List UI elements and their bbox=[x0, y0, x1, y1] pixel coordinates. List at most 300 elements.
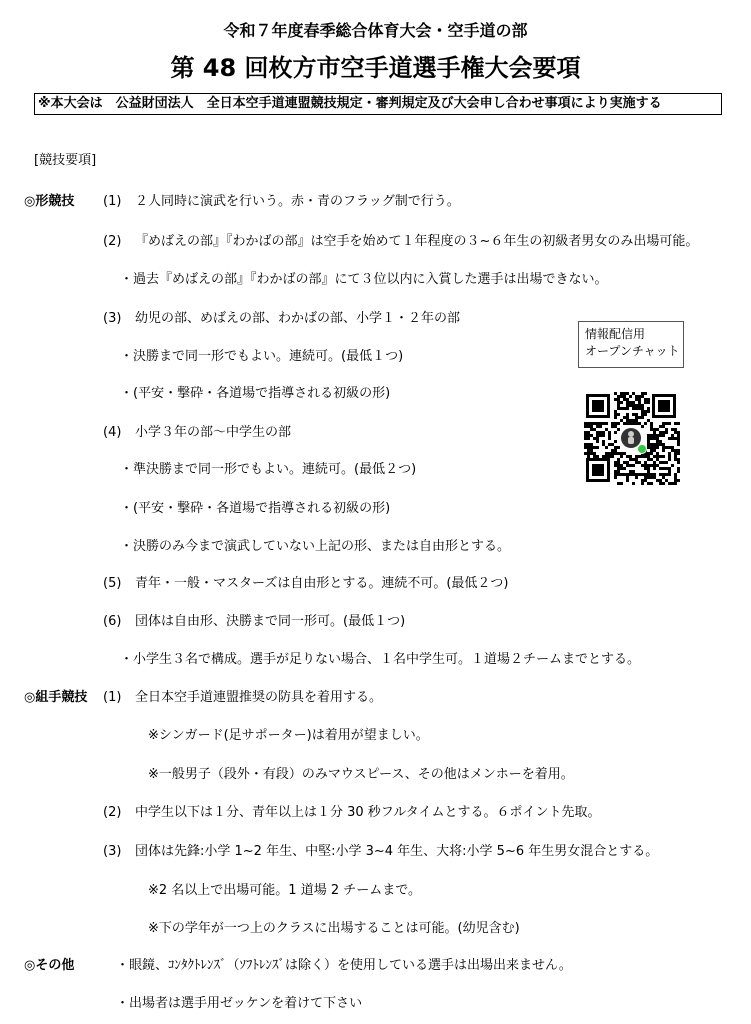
qr-module bbox=[638, 461, 641, 464]
qr-module bbox=[632, 392, 635, 395]
qr-module bbox=[635, 407, 638, 410]
qr-module bbox=[653, 428, 656, 431]
qr-module bbox=[674, 458, 677, 461]
qr-module bbox=[647, 476, 650, 479]
qr-module bbox=[596, 437, 599, 440]
qr-module bbox=[614, 392, 617, 395]
qr-module bbox=[677, 467, 680, 470]
qr-module bbox=[602, 422, 605, 425]
qr-module bbox=[656, 437, 659, 440]
qr-module bbox=[605, 455, 608, 458]
qr-module bbox=[635, 461, 638, 464]
qr-module bbox=[593, 455, 596, 458]
qr-module bbox=[632, 473, 635, 476]
qr-module bbox=[641, 425, 644, 428]
qr-module bbox=[611, 455, 614, 458]
qr-module bbox=[653, 476, 656, 479]
qr-module bbox=[662, 467, 665, 470]
qr-module bbox=[617, 395, 620, 398]
qr-module bbox=[644, 422, 647, 425]
qr-module bbox=[665, 479, 668, 482]
qr-module bbox=[668, 473, 671, 476]
qr-module bbox=[644, 464, 647, 467]
qr-module bbox=[632, 413, 635, 416]
qr-module bbox=[614, 398, 617, 401]
qr-module bbox=[647, 446, 650, 449]
qr-module bbox=[665, 446, 668, 449]
qr-module bbox=[635, 476, 638, 479]
qr-module bbox=[599, 425, 602, 428]
qr-module bbox=[617, 404, 620, 407]
qr-module bbox=[614, 440, 617, 443]
qr-module bbox=[650, 422, 653, 425]
qr-module bbox=[584, 425, 587, 428]
qr-module bbox=[617, 401, 620, 404]
qr-module bbox=[674, 473, 677, 476]
qr-module bbox=[608, 452, 611, 455]
qr-module bbox=[647, 473, 650, 476]
qr-module bbox=[641, 416, 644, 419]
qr-module bbox=[593, 446, 596, 449]
qr-module bbox=[632, 458, 635, 461]
qr-module bbox=[668, 452, 671, 455]
qr-module bbox=[593, 428, 596, 431]
qr-module bbox=[647, 410, 650, 413]
qr-module bbox=[668, 458, 671, 461]
qr-module bbox=[665, 428, 668, 431]
qr-module bbox=[668, 446, 671, 449]
qr-module bbox=[605, 422, 608, 425]
qr-module bbox=[650, 443, 653, 446]
qr-module bbox=[677, 437, 680, 440]
qr-module bbox=[617, 461, 620, 464]
qr-module bbox=[629, 464, 632, 467]
qr-module bbox=[587, 446, 590, 449]
qr-module bbox=[647, 443, 650, 446]
qr-module bbox=[623, 473, 626, 476]
qr-module bbox=[656, 446, 659, 449]
qr-module bbox=[587, 455, 590, 458]
qr-module bbox=[584, 443, 587, 446]
qr-module bbox=[596, 440, 599, 443]
other-label: ◎その他 bbox=[24, 958, 75, 973]
qr-module bbox=[650, 452, 653, 455]
qr-module bbox=[656, 452, 659, 455]
qr-module bbox=[659, 482, 662, 485]
qr-module bbox=[650, 449, 653, 452]
qr-module bbox=[587, 422, 590, 425]
qr-module bbox=[629, 404, 632, 407]
qr-module bbox=[659, 440, 662, 443]
qr-module bbox=[626, 419, 629, 422]
qr-module bbox=[635, 419, 638, 422]
qr-module bbox=[635, 413, 638, 416]
qr-module bbox=[620, 455, 623, 458]
qr-module bbox=[647, 419, 650, 422]
qr-module bbox=[614, 473, 617, 476]
qr-module bbox=[611, 425, 614, 428]
page-subtitle: 令和７年度春季総合体育大会・空手道の部 bbox=[223, 21, 528, 40]
qr-module bbox=[584, 434, 587, 437]
qr-module bbox=[677, 422, 680, 425]
qr-module bbox=[593, 452, 596, 455]
qr-module bbox=[587, 449, 590, 452]
qr-module bbox=[656, 464, 659, 467]
qr-module bbox=[674, 449, 677, 452]
qr-module bbox=[608, 443, 611, 446]
qr-module bbox=[638, 395, 641, 398]
qr-module bbox=[617, 458, 620, 461]
qr-module bbox=[611, 452, 614, 455]
kata-item-text: 小学３年の部～中学生の部 bbox=[135, 425, 292, 440]
qr-module bbox=[596, 425, 599, 428]
qr-module bbox=[617, 470, 620, 473]
qr-module bbox=[641, 413, 644, 416]
qr-module bbox=[644, 476, 647, 479]
qr-module bbox=[584, 422, 587, 425]
kumite-item-text: 全日本空手道連盟推奨の防具を着用する。 bbox=[135, 690, 383, 705]
qr-module bbox=[587, 434, 590, 437]
qr-module bbox=[590, 434, 593, 437]
qr-module bbox=[617, 464, 620, 467]
kumite-item-text: 中学生以下は１分、青年以上は１分 30 秒フルタイムとする。６ポイント先取。 bbox=[135, 805, 601, 820]
qr-code-icon[interactable] bbox=[578, 386, 684, 490]
qr-module bbox=[644, 392, 647, 395]
qr-module bbox=[608, 437, 611, 440]
qr-module bbox=[614, 470, 617, 473]
qr-module bbox=[602, 431, 605, 434]
kumite-item-note: ※下の学年が一つ上のクラスに出場することは可能。(幼児含む) bbox=[148, 921, 520, 936]
qr-module bbox=[668, 470, 671, 473]
qr-module bbox=[677, 479, 680, 482]
qr-module bbox=[659, 461, 662, 464]
qr-module bbox=[653, 437, 656, 440]
rules-notice: ※本大会は 公益財団法人 全日本空手道連盟競技規定・審判規定及び大会申し合わせ事項により実施する bbox=[34, 93, 722, 115]
qr-module bbox=[644, 467, 647, 470]
qr-module bbox=[674, 431, 677, 434]
qr-module bbox=[647, 464, 650, 467]
qr-module bbox=[608, 434, 611, 437]
qr-module bbox=[650, 428, 653, 431]
qr-module bbox=[587, 452, 590, 455]
kata-item-text: 青年・一般・マスターズは自由形とする。連続不可。(最低２つ) bbox=[135, 576, 509, 591]
qr-module bbox=[584, 446, 587, 449]
qr-module bbox=[671, 434, 674, 437]
qr-module bbox=[620, 395, 623, 398]
kumite-label: ◎組手競技 bbox=[24, 690, 88, 705]
qr-module bbox=[623, 392, 626, 395]
qr-module bbox=[671, 464, 674, 467]
qr-module bbox=[653, 434, 656, 437]
qr-module bbox=[674, 422, 677, 425]
qr-module bbox=[659, 455, 662, 458]
qr-module bbox=[644, 410, 647, 413]
qr-module bbox=[626, 422, 629, 425]
qr-module bbox=[602, 455, 605, 458]
qr-module bbox=[674, 428, 677, 431]
qr-module bbox=[671, 437, 674, 440]
qr-module bbox=[611, 422, 614, 425]
kumite-item-number: (2) bbox=[103, 805, 122, 820]
qr-module bbox=[677, 458, 680, 461]
qr-module bbox=[650, 458, 653, 461]
qr-module bbox=[626, 398, 629, 401]
qr-module bbox=[584, 431, 587, 434]
qr-module bbox=[590, 449, 593, 452]
qr-module bbox=[641, 404, 644, 407]
qr-module bbox=[647, 482, 650, 485]
qr-module bbox=[599, 434, 602, 437]
page-title: 第 48 回枚方市空手道選手権大会要項 bbox=[170, 54, 581, 82]
qr-module bbox=[635, 473, 638, 476]
kata-item-number: (2) bbox=[103, 234, 122, 249]
qr-module bbox=[659, 425, 662, 428]
qr-module bbox=[620, 419, 623, 422]
qr-module bbox=[647, 455, 650, 458]
qr-module bbox=[626, 401, 629, 404]
qr-module bbox=[653, 431, 656, 434]
qr-module bbox=[644, 479, 647, 482]
qr-module bbox=[623, 407, 626, 410]
qr-module bbox=[656, 479, 659, 482]
kata-item-note: ・過去『めばえの部』『わかばの部』にて３位以内に入賞した選手は出場できない。 bbox=[120, 272, 608, 287]
qr-module bbox=[617, 407, 620, 410]
qr-module bbox=[662, 473, 665, 476]
qr-module bbox=[608, 431, 611, 434]
qr-module bbox=[653, 461, 656, 464]
qr-module bbox=[656, 455, 659, 458]
qr-module bbox=[647, 398, 650, 401]
qr-module bbox=[647, 407, 650, 410]
qr-module bbox=[635, 404, 638, 407]
qr-module bbox=[599, 431, 602, 434]
qr-module bbox=[641, 410, 644, 413]
qr-module bbox=[677, 461, 680, 464]
kata-item-number: (4) bbox=[103, 425, 122, 440]
qr-module bbox=[665, 461, 668, 464]
qr-module bbox=[662, 434, 665, 437]
qr-module bbox=[641, 407, 644, 410]
qr-module bbox=[629, 458, 632, 461]
qr-module bbox=[662, 461, 665, 464]
qr-module bbox=[638, 404, 641, 407]
kata-item-note: ・小学生３名で構成。選手が足りない場合、１名中学生可。１道場２チームまでとする。 bbox=[120, 652, 641, 667]
qr-module bbox=[620, 452, 623, 455]
kumite-item-note: ※2 名以上で出場可能。1 道場 2 チームまで。 bbox=[148, 883, 421, 898]
qr-module bbox=[653, 473, 656, 476]
qr-module bbox=[614, 425, 617, 428]
qr-module bbox=[590, 428, 593, 431]
qr-module bbox=[632, 404, 635, 407]
qr-module bbox=[647, 437, 650, 440]
qr-module bbox=[674, 482, 677, 485]
qr-module bbox=[665, 422, 668, 425]
qr-module bbox=[611, 449, 614, 452]
kata-item-note: ・(平安・撃砕・各道場で指導される初級の形) bbox=[120, 386, 391, 401]
open-chat-label-line1: 情報配信用 bbox=[585, 327, 646, 341]
qr-module bbox=[632, 419, 635, 422]
qr-module bbox=[665, 431, 668, 434]
qr-module bbox=[644, 401, 647, 404]
qr-module bbox=[653, 467, 656, 470]
qr-module bbox=[635, 422, 638, 425]
qr-module bbox=[665, 467, 668, 470]
qr-module bbox=[632, 422, 635, 425]
qr-module bbox=[632, 401, 635, 404]
qr-module bbox=[626, 407, 629, 410]
qr-module bbox=[662, 422, 665, 425]
qr-module bbox=[602, 443, 605, 446]
qr-module bbox=[656, 434, 659, 437]
qr-module bbox=[650, 464, 653, 467]
qr-module bbox=[629, 401, 632, 404]
qr-module bbox=[656, 458, 659, 461]
qr-module bbox=[620, 467, 623, 470]
qr-module bbox=[632, 470, 635, 473]
kata-item-number: (5) bbox=[103, 576, 122, 591]
kata-item-number: (6) bbox=[103, 614, 122, 629]
qr-module bbox=[605, 446, 608, 449]
qr-module bbox=[626, 464, 629, 467]
qr-module bbox=[614, 461, 617, 464]
kata-item-text: ２人同時に演武を行いう。赤・青のフラッグ制で行う。 bbox=[135, 194, 460, 209]
qr-module bbox=[662, 449, 665, 452]
qr-module bbox=[611, 443, 614, 446]
qr-module bbox=[674, 479, 677, 482]
qr-module bbox=[623, 461, 626, 464]
qr-module bbox=[626, 404, 629, 407]
qr-code-graphic bbox=[578, 386, 684, 490]
qr-module bbox=[659, 443, 662, 446]
qr-module bbox=[641, 392, 644, 395]
qr-module bbox=[671, 482, 674, 485]
qr-module bbox=[662, 431, 665, 434]
qr-module bbox=[668, 437, 671, 440]
qr-module bbox=[653, 464, 656, 467]
qr-module bbox=[638, 398, 641, 401]
qr-module bbox=[650, 446, 653, 449]
qr-module bbox=[596, 434, 599, 437]
qr-module bbox=[641, 395, 644, 398]
qr-module bbox=[596, 446, 599, 449]
qr-module bbox=[656, 428, 659, 431]
qr-module bbox=[671, 428, 674, 431]
qr-module bbox=[605, 428, 608, 431]
qr-module bbox=[638, 455, 641, 458]
qr-module bbox=[647, 401, 650, 404]
qr-module bbox=[653, 443, 656, 446]
qr-module bbox=[623, 452, 626, 455]
qr-module bbox=[635, 416, 638, 419]
qr-module bbox=[635, 395, 638, 398]
qr-module bbox=[620, 401, 623, 404]
qr-module bbox=[650, 482, 653, 485]
qr-module bbox=[644, 461, 647, 464]
qr-module bbox=[665, 473, 668, 476]
qr-module bbox=[629, 395, 632, 398]
qr-module bbox=[638, 407, 641, 410]
qr-module bbox=[641, 455, 644, 458]
qr-module bbox=[674, 452, 677, 455]
qr-module bbox=[668, 422, 671, 425]
kata-item-number: (1) bbox=[103, 194, 122, 209]
qr-module bbox=[614, 416, 617, 419]
qr-module bbox=[650, 425, 653, 428]
qr-module bbox=[662, 425, 665, 428]
qr-module bbox=[677, 443, 680, 446]
qr-module bbox=[617, 482, 620, 485]
other-item-text: ・眼鏡、ｺﾝﾀｸﾄﾚﾝｽﾞ（ｿﾌﾄﾚﾝｽﾞは除く）を使用している選手は出場出来ません。 bbox=[116, 958, 572, 973]
qr-module bbox=[614, 413, 617, 416]
qr-module bbox=[626, 476, 629, 479]
qr-module bbox=[662, 455, 665, 458]
kata-item-note: ・準決勝まで同一形でもよい。連続可。(最低２つ) bbox=[120, 462, 417, 477]
qr-module bbox=[662, 443, 665, 446]
kata-item-number: (3) bbox=[103, 311, 122, 326]
qr-module bbox=[617, 422, 620, 425]
qr-module bbox=[677, 470, 680, 473]
qr-module bbox=[641, 482, 644, 485]
qr-module bbox=[647, 434, 650, 437]
qr-module bbox=[617, 446, 620, 449]
qr-module bbox=[659, 431, 662, 434]
qr-module bbox=[647, 440, 650, 443]
qr-module bbox=[674, 476, 677, 479]
kata-label: ◎形競技 bbox=[24, 194, 75, 209]
qr-module bbox=[593, 422, 596, 425]
qr-module bbox=[617, 452, 620, 455]
qr-module bbox=[590, 425, 593, 428]
qr-module bbox=[590, 443, 593, 446]
qr-module bbox=[650, 473, 653, 476]
qr-module bbox=[677, 452, 680, 455]
qr-module bbox=[632, 482, 635, 485]
qr-module bbox=[671, 446, 674, 449]
qr-module bbox=[677, 431, 680, 434]
qr-module bbox=[587, 425, 590, 428]
qr-module bbox=[671, 449, 674, 452]
qr-module bbox=[674, 437, 677, 440]
qr-module bbox=[614, 464, 617, 467]
other-item-text: ・出場者は選手用ゼッケンを着けて下さい bbox=[116, 996, 363, 1011]
section-heading: [競技要項] bbox=[34, 153, 97, 168]
qr-module bbox=[629, 422, 632, 425]
qr-module bbox=[614, 476, 617, 479]
qr-module bbox=[659, 467, 662, 470]
qr-module bbox=[638, 473, 641, 476]
qr-module bbox=[587, 437, 590, 440]
qr-module bbox=[650, 434, 653, 437]
qr-module bbox=[629, 455, 632, 458]
qr-module bbox=[602, 434, 605, 437]
qr-module bbox=[644, 413, 647, 416]
kumite-item-number: (3) bbox=[103, 844, 122, 859]
qr-module bbox=[662, 446, 665, 449]
qr-module bbox=[647, 470, 650, 473]
qr-module bbox=[668, 482, 671, 485]
qr-module bbox=[626, 392, 629, 395]
qr-module bbox=[644, 398, 647, 401]
qr-module bbox=[614, 449, 617, 452]
qr-module bbox=[629, 473, 632, 476]
qr-module bbox=[638, 401, 641, 404]
kata-item-text: 『めばえの部』『わかばの部』は空手を始めて１年程度の３~６年生の初級者男女のみ出場可能。 bbox=[135, 234, 699, 249]
qr-module bbox=[674, 455, 677, 458]
qr-module bbox=[599, 422, 602, 425]
qr-module bbox=[614, 410, 617, 413]
qr-module bbox=[617, 467, 620, 470]
qr-module bbox=[626, 455, 629, 458]
